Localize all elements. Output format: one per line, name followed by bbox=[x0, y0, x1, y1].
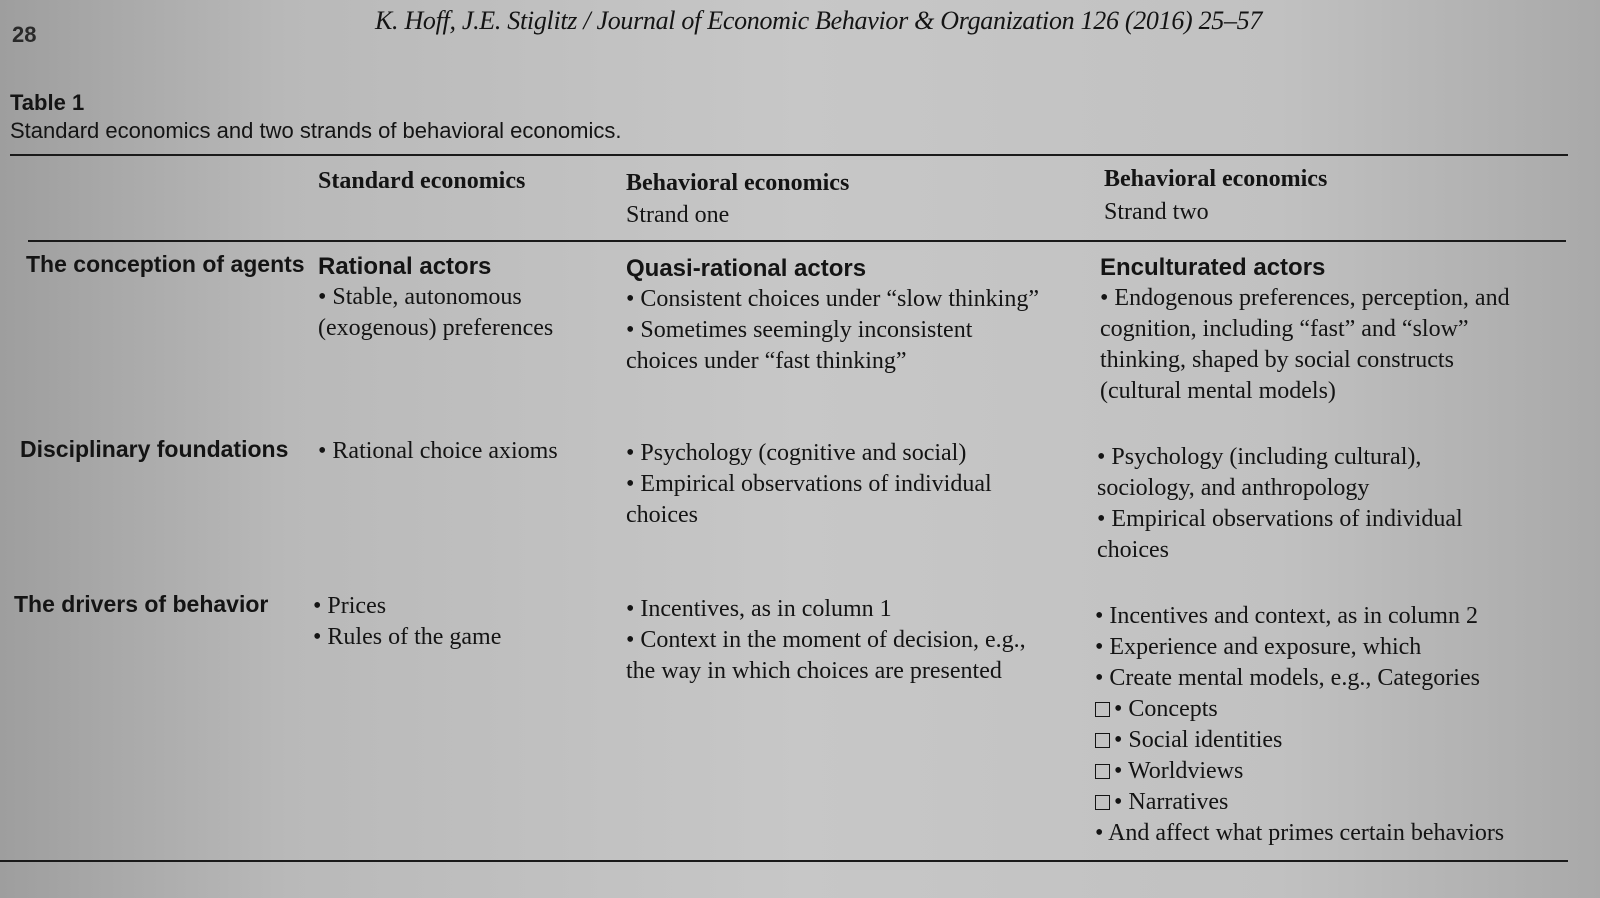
row-label-drivers: The drivers of behavior bbox=[14, 591, 269, 617]
cell-line: • Empirical observations of individual bbox=[626, 471, 992, 497]
cell-conception-strand-one bbox=[626, 253, 1039, 377]
cell-line: • Experience and exposure, which bbox=[1095, 634, 1422, 660]
column-header-strand-two-subtitle: Strand two bbox=[1104, 199, 1209, 225]
cell-line: • Empirical observations of individual bbox=[1097, 506, 1463, 532]
table-caption: Standard economics and two strands of behavioral economics. bbox=[10, 118, 622, 143]
cell-line: • Create mental models, e.g., Categories bbox=[1095, 665, 1480, 691]
cell-drivers-strand-one bbox=[626, 594, 1026, 687]
cell-line: • Sometimes seemingly inconsistent bbox=[626, 317, 973, 343]
cell-line: the way in which choices are presented bbox=[626, 658, 1002, 684]
column-header-strand-one-subtitle: Strand one bbox=[626, 202, 730, 228]
cell-line: sociology, and anthropology bbox=[1097, 475, 1370, 501]
row-label-conception: The conception of agents bbox=[26, 251, 305, 277]
cell-line: • Endogenous preferences, perception, and bbox=[1100, 285, 1510, 311]
table-top-rule bbox=[10, 154, 1568, 156]
cell-line: • And affect what primes certain behaviors bbox=[1095, 820, 1505, 846]
cell-disciplinary-strand-one bbox=[626, 438, 992, 531]
cell-line: choices bbox=[1097, 537, 1169, 563]
column-header-standard-title: Standard economics bbox=[318, 168, 526, 194]
cell-line: choices under “fast thinking” bbox=[626, 348, 907, 374]
running-head: K. Hoff, J.E. Stiglitz / Journal of Economic Behavior & Organization 126 (2016) 25–57 bbox=[375, 6, 1263, 35]
row-label-disciplinary: Disciplinary foundations bbox=[20, 436, 289, 462]
cell-line: • Rules of the game bbox=[313, 624, 502, 650]
cell-line: choices bbox=[626, 502, 698, 528]
checkbox-icon bbox=[1095, 733, 1110, 748]
cell-line: (exogenous) preferences bbox=[318, 315, 554, 341]
column-header-strand-one-title: Behavioral economics bbox=[626, 170, 850, 196]
cell-line: • Incentives, as in column 1 bbox=[626, 596, 892, 622]
checkbox-icon bbox=[1095, 702, 1110, 717]
cell-drivers-standard bbox=[313, 591, 501, 653]
checkbox-sub-item: • Narratives bbox=[1095, 787, 1504, 818]
checkbox-icon bbox=[1095, 764, 1110, 779]
table-bottom-rule bbox=[0, 860, 1568, 862]
table-header-rule bbox=[28, 240, 1566, 242]
cell-conception-standard bbox=[318, 251, 553, 344]
cell-line: (cultural mental models) bbox=[1100, 378, 1336, 404]
table-label: Table 1 bbox=[10, 90, 85, 115]
checkbox-sub-item: • Social identities bbox=[1095, 725, 1504, 756]
column-header-strand-two-title: Behavioral economics bbox=[1104, 166, 1328, 192]
checkbox-sub-item: • Worldviews bbox=[1095, 756, 1504, 787]
cell-line: • Context in the moment of decision, e.g., bbox=[626, 627, 1026, 653]
cell-drivers-strand-two bbox=[1095, 601, 1504, 849]
cell-disciplinary-strand-two bbox=[1097, 442, 1463, 566]
page-number: 28 bbox=[12, 22, 37, 47]
cell-line: • Stable, autonomous bbox=[318, 284, 522, 310]
cell-line: • Prices bbox=[313, 593, 387, 619]
cell-conception-strand-two bbox=[1100, 252, 1510, 407]
cell-line: cognition, including “fast” and “slow” bbox=[1100, 316, 1469, 342]
checkbox-sub-item: • Concepts bbox=[1095, 694, 1504, 725]
cell-heading: Enculturated actors bbox=[1100, 254, 1326, 281]
cell-line: • Psychology (including cultural), bbox=[1097, 444, 1422, 470]
cell-line: • Psychology (cognitive and social) bbox=[626, 440, 967, 466]
checkbox-icon bbox=[1095, 795, 1110, 810]
cell-line: • Consistent choices under “slow thinking” bbox=[626, 286, 1040, 312]
cell-line: • Rational choice axioms bbox=[318, 438, 558, 464]
cell-line: • Incentives and context, as in column 2 bbox=[1095, 603, 1478, 629]
cell-heading: Rational actors bbox=[318, 253, 492, 280]
cell-disciplinary-standard bbox=[318, 436, 558, 467]
cell-heading: Quasi-rational actors bbox=[626, 255, 867, 282]
cell-line: thinking, shaped by social constructs bbox=[1100, 347, 1454, 373]
